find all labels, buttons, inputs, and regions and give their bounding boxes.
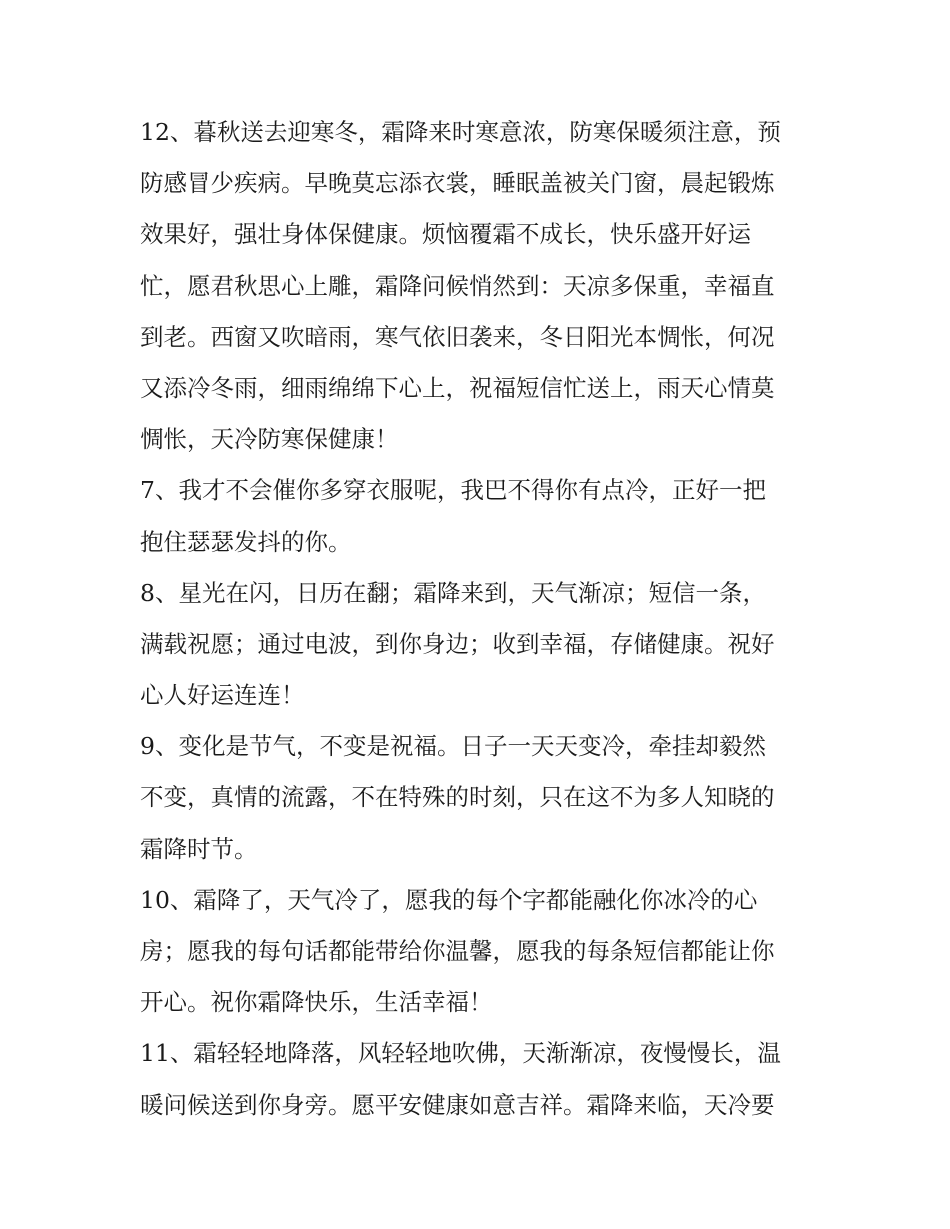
text-line: 效果好，强壮身体保健康。烦恼覆霜不成长，快乐盛开好运 [140, 220, 751, 249]
text-line: 9、变化是节气，不变是祝福。日子一天天变冷，牵挂却毅然 [140, 732, 766, 761]
text-line: 抱住瑟瑟发抖的你。 [140, 527, 352, 556]
text-line: 7、我才不会催你多穿衣服呢，我巴不得你有点冷，正好一把 [140, 476, 766, 505]
text-line: 暖问候送到你身旁。愿平安健康如意吉祥。霜降来临，天冷要 [140, 1090, 775, 1119]
text-line: 满载祝愿；通过电波，到你身边；收到幸福，存储健康。祝好 [140, 629, 775, 658]
text-line: 房；愿我的每句话都能带给你温馨，愿我的每条短信都能让你 [140, 937, 775, 965]
text-line: 到老。西窗又吹暗雨，寒气依旧袭来，冬日阳光本惆怅，何况 [140, 322, 775, 351]
document-body [140, 107, 812, 1131]
text-line: 10、霜降了，天气冷了，愿我的每个字都能融化你冰冷的心 [140, 885, 758, 914]
text-line: 8、星光在闪，日历在翻；霜降来到，天气渐凉；短信一条， [140, 578, 766, 607]
text-line: 惆怅，天冷防寒保健康！ [140, 425, 399, 454]
text-line: 霜降时节。 [140, 834, 258, 863]
text-line: 防感冒少疾病。早晚莫忘添衣裳，睡眠盖被关门窗，晨起锻炼 [140, 169, 775, 198]
text-line: 心人好运连连！ [140, 681, 305, 710]
text-line: 12、暮秋送去迎寒冬，霜降来时寒意浓，防寒保暖须注意，预 [140, 118, 781, 146]
text-line: 不变，真情的流露，不在特殊的时刻，只在这不为多人知晓的 [140, 783, 775, 812]
text-line: 忙，愿君秋思心上雕，霜降问候悄然到：天凉多保重，幸福直 [140, 271, 775, 300]
text-line: 11、霜轻轻地降落，风轻轻地吹佛，天渐渐凉，夜慢慢长，温 [140, 1039, 781, 1068]
text-line: 开心。祝你霜降快乐，生活幸福！ [140, 988, 493, 1017]
text-line: 又添冷冬雨，细雨绵绵下心上，祝福短信忙送上，雨天心情莫 [140, 373, 775, 402]
